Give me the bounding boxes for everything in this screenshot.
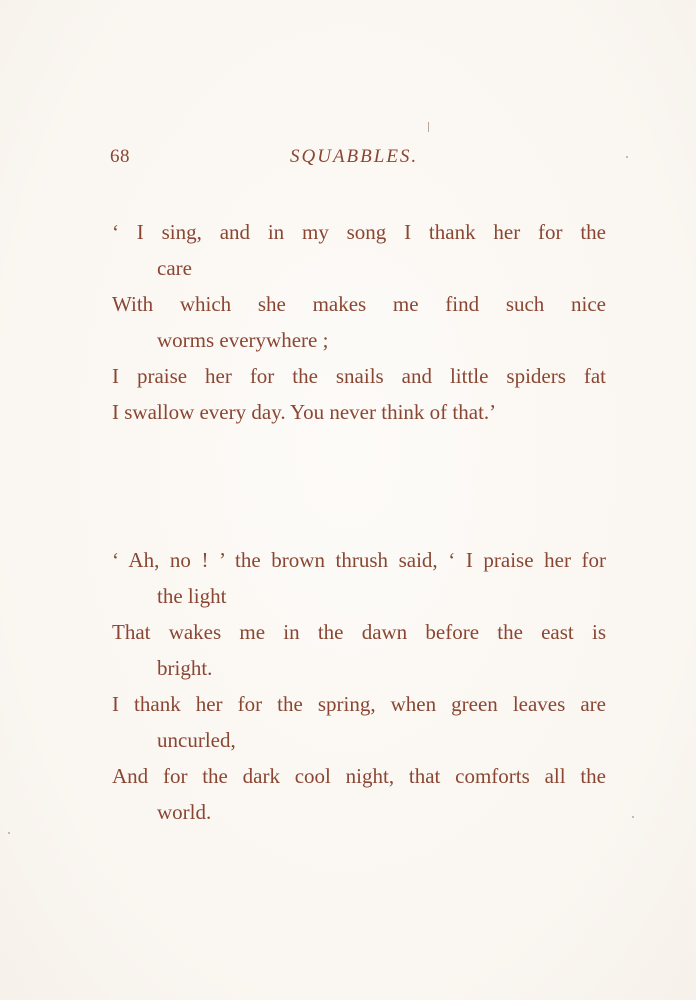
poem-line-continuation: the light: [157, 584, 227, 608]
stanza-1: [112, 214, 606, 430]
poem-line-continuation: uncurled,: [157, 728, 236, 752]
poem-line: I praise her for the snails and little spiders fat: [112, 364, 606, 388]
poem-line: ‘ Ah, no ! ’ the brown thrush said, ‘ I praise her for: [112, 548, 606, 572]
page-number: 68: [110, 146, 130, 167]
poem-line: ‘ I sing, and in my song I thank her for the: [112, 220, 606, 244]
poem-line-continuation: care: [157, 256, 192, 280]
paper-speck: [8, 832, 10, 834]
poem-line-continuation: world.: [157, 800, 212, 824]
paper-speck: [428, 122, 429, 132]
poem-line: And for the dark cool night, that comforts all the: [112, 764, 606, 788]
poem-line-continuation: bright.: [157, 656, 213, 680]
poem-line-continuation: worms everywhere ;: [157, 328, 329, 352]
running-title: SQUABBLES.: [290, 146, 419, 167]
poem-line: That wakes me in the dawn before the east is: [112, 620, 606, 644]
paper-speck: [632, 816, 634, 818]
poem-line: I thank her for the spring, when green leaves are: [112, 692, 606, 716]
paper-speck: [626, 156, 628, 158]
page-header: [110, 146, 606, 174]
stanza-2: [112, 542, 606, 830]
poem-line: I swallow every day. You never think of that.’: [112, 400, 497, 424]
poem-line: With which she makes me find such nice: [112, 292, 606, 316]
